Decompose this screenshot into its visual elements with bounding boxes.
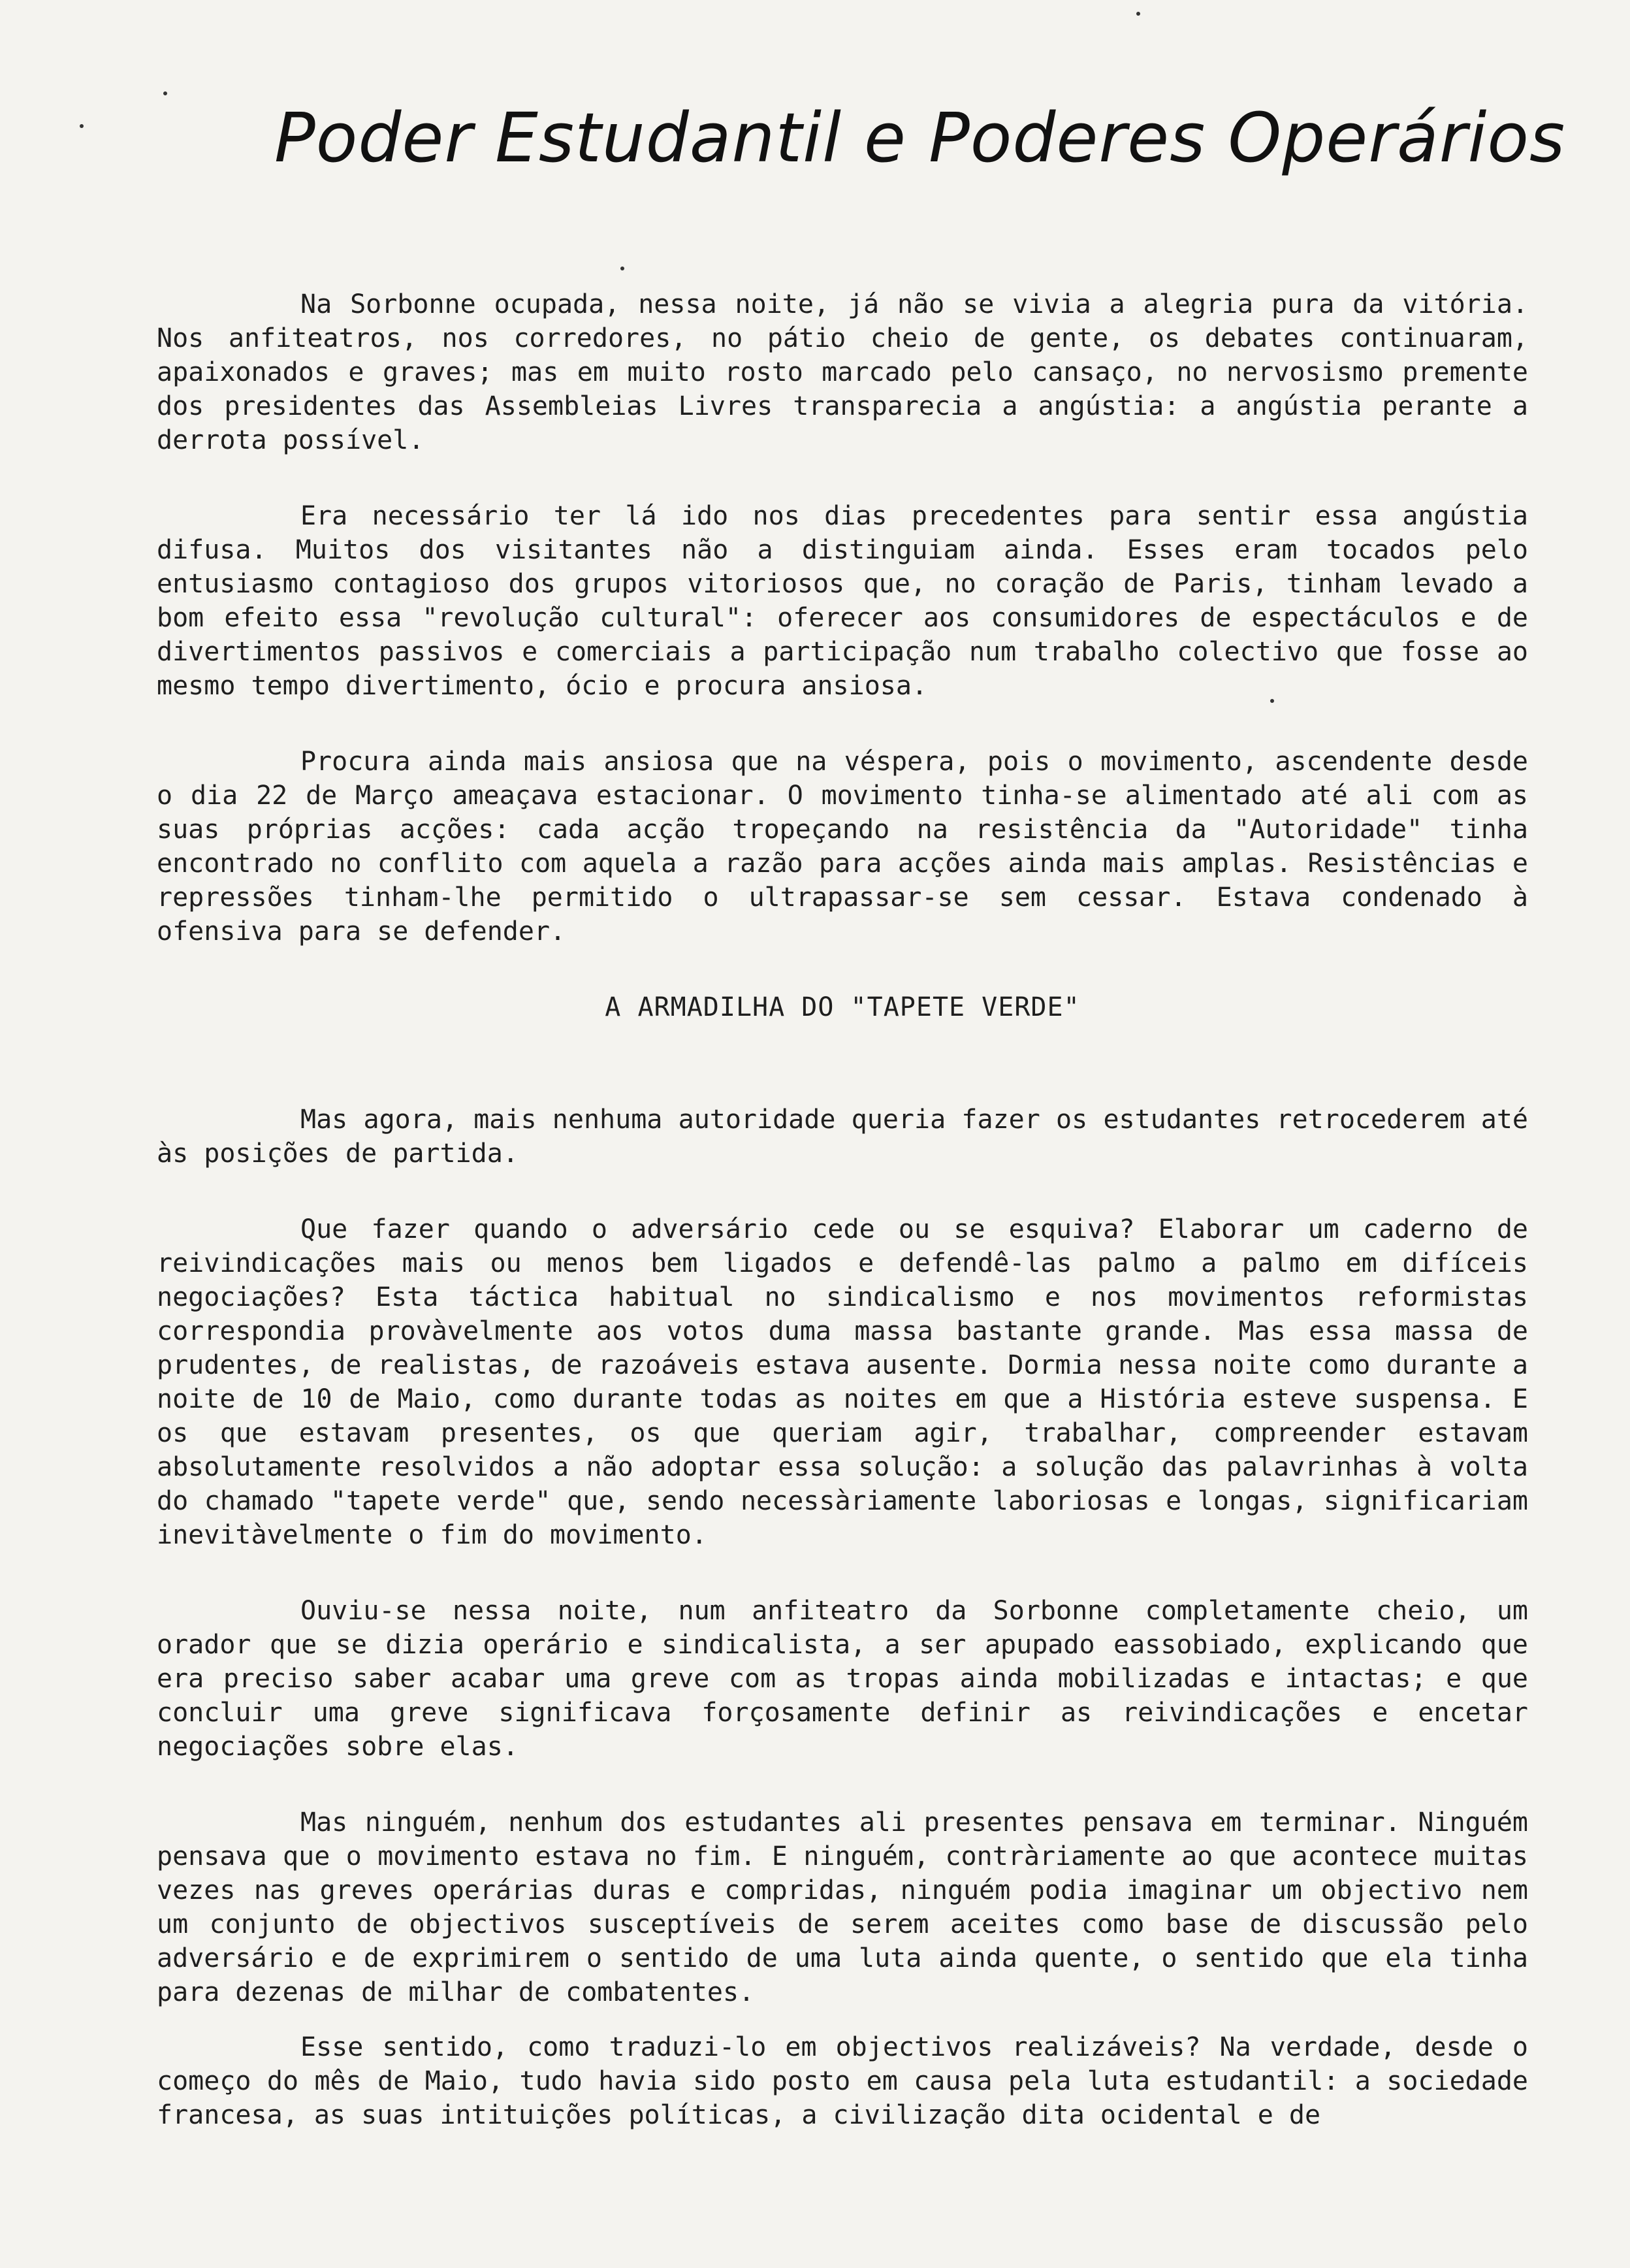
- scan-speck: [620, 267, 624, 270]
- paragraph: Ouviu-se nessa noite, num anfiteatro da Sorbonne completamente cheio, um orador que se dizia operário e sindicalista, a ser apupado eassobiado, explicando que era preciso saber acabar uma greve com as tropas ainda mobilizadas e intactas; e que concluir uma greve significava forçosamente definir as reivindicações e encetar negociações sobre elas.: [157, 1596, 1528, 1762]
- paragraph: Mas ninguém, nenhum dos estudantes ali presentes pensava em terminar. Ninguém pensava que o movimento estava no fim. E ninguém, contràriamente ao que acontece muitas vezes nas greves operárias duras e compridas, ninguém podia imaginar um objectivo nem um conjunto de objectivos susceptíveis de serem aceites como base de discussão pelo adversário e de exprimirem o sentido de uma luta ainda quente, o sentido que ela tinha para dezenas de milhar de combatentes.: [157, 1807, 1528, 2007]
- document-title: Poder Estudantil e Poderes Operários: [274, 98, 1566, 178]
- scan-speck: [1136, 12, 1140, 16]
- section-heading: A ARMADILHA DO "TAPETE VERDE": [605, 992, 1080, 1022]
- document-body: [157, 287, 1528, 2174]
- scan-speck: [80, 124, 84, 128]
- paragraph: Procura ainda mais ansiosa que na véspera, pois o movimento, ascendente desde o dia 22 de Março ameaçava estacionar. O movimento tinha-se alimentado até ali com as suas próprias acções: cada acção tropeçando na resistência da "Autoridade" tinha encontrado no conflito com aquela a razão para acções ainda mais amplas. Resistências e repressões tinham-lhe permitido o ultrapassar-se sem cessar. Estava condenado à ofensiva para se defender.: [157, 747, 1528, 947]
- paragraph: Na Sorbonne ocupada, nessa noite, já não se vivia a alegria pura da vitória. Nos anfiteatros, nos corredores, no pátio cheio de gente, os debates continuaram, apaixonados e graves; mas em muito rosto marcado pelo cansaço, no nervosismo premente dos presidentes das Assembleias Livres transparecia a angústia: a angústia perante a derrota possível.: [157, 289, 1528, 455]
- paragraph: Era necessário ter lá ido nos dias precedentes para sentir essa angústia difusa. Muitos dos visitantes não a distinguiam ainda. Esses eram tocados pelo entusiasmo contagioso dos grupos vitoriosos que, no coração de Paris, tinham levado a bom efeito essa "revolução cultural": oferecer aos consumidores de espectáculos e de divertimentos passivos e comerciais a participação num trabalho colectivo que fosse ao mesmo tempo divertimento, ócio e procura ansiosa.: [157, 501, 1528, 701]
- paragraph: Mas agora, mais nenhuma autoridade queria fazer os estudantes retrocederem até às posições de partida.: [157, 1105, 1528, 1169]
- paragraph: Que fazer quando o adversário cede ou se esquiva? Elaborar um caderno de reivindicações mais ou menos bem ligados e defendê-las palmo a palmo em difíceis negociações? Esta táctica habitual no sindicalismo e nos movimentos reformistas correspondia provàvelmente aos votos duma massa bastante grande. Mas essa massa de prudentes, de realistas, de razoáveis estava ausente. Dormia nessa noite como durante a noite de 10 de Maio, como durante todas as noites em que a História esteve suspensa. E os que estavam presentes, os que queriam agir, trabalhar, compreender estavam absolutamente resolvidos a não adoptar essa solução: a solução das palavrinhas à volta do chamado "tapete verde" que, sendo necessàriamente laboriosas e longas, significariam inevitàvelmente o fim do movimento.: [157, 1214, 1528, 1550]
- scan-speck: [163, 91, 167, 95]
- scan-speck: [1270, 699, 1274, 703]
- paragraph: Esse sentido, como traduzi-lo em objectivos realizáveis? Na verdade, desde o começo do mês de Maio, tudo havia sido posto em causa pela luta estudantil: a sociedade francesa, as suas intituições políticas, a civilização dita ocidental e de: [157, 2032, 1528, 2130]
